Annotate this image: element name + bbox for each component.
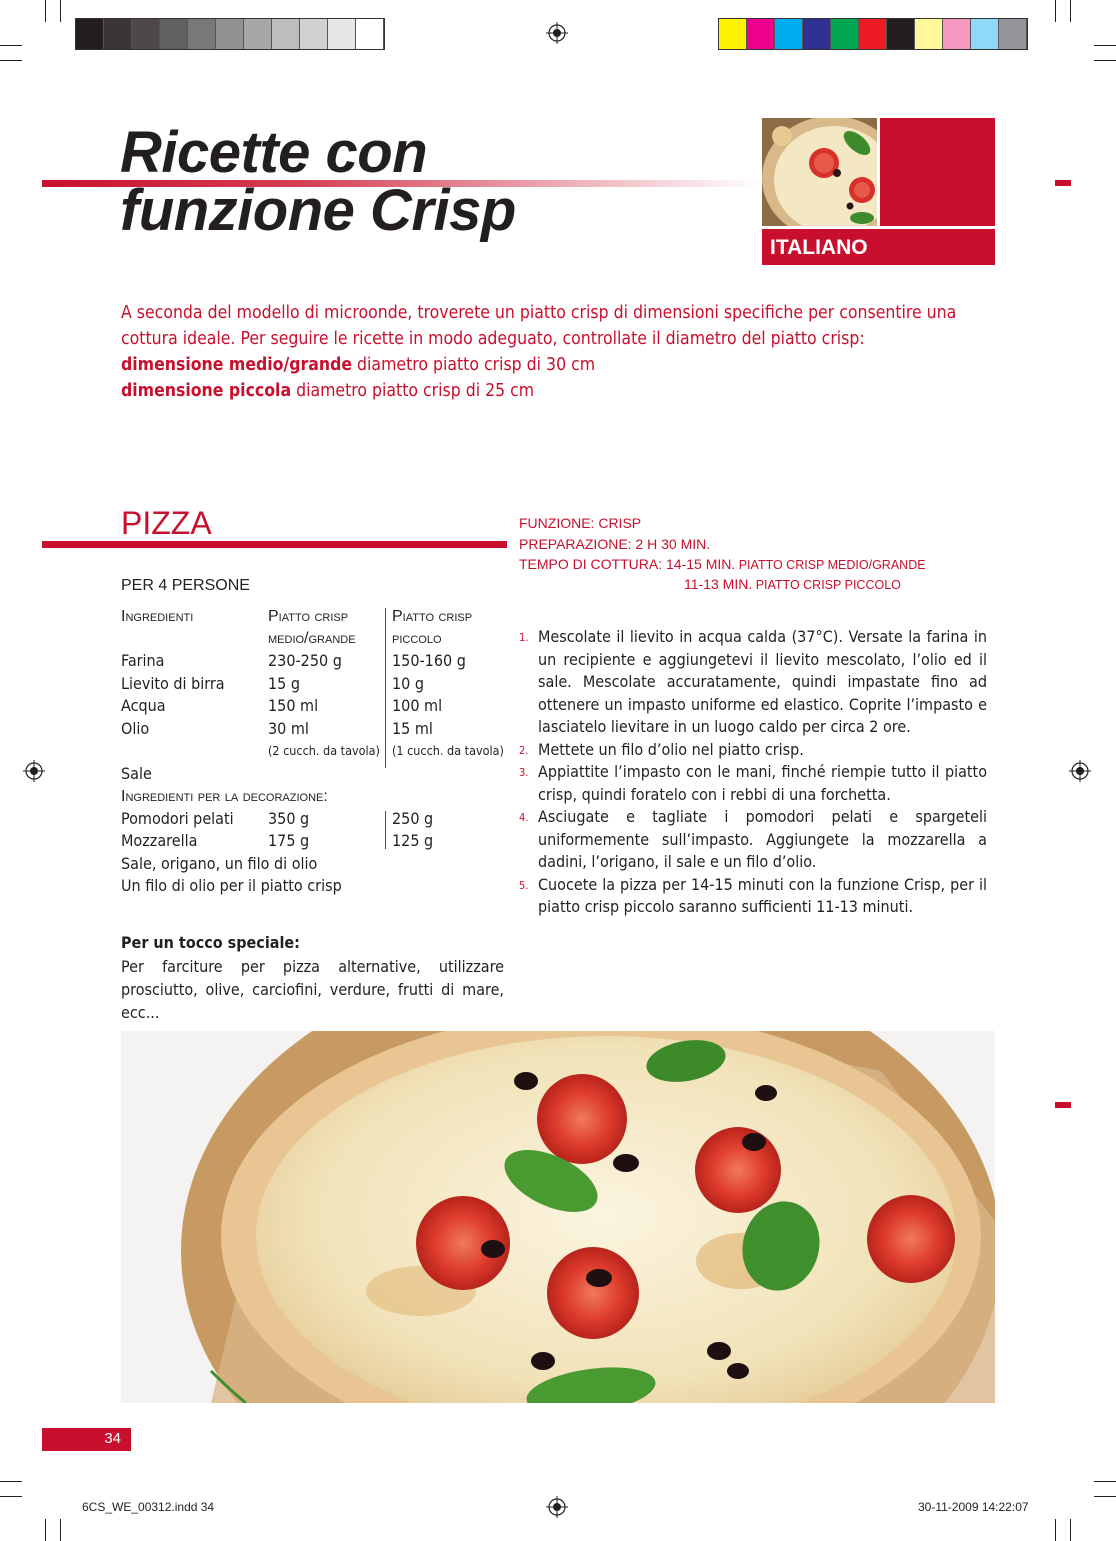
decoration-name: Mozzarella: [121, 831, 198, 850]
registration-mark-icon: [1069, 760, 1091, 782]
registration-mark-icon: [546, 22, 568, 44]
ingredient-large: 30 ml: [268, 719, 309, 738]
recipe-title: PIZZA: [121, 505, 212, 541]
ingredient-small: 10 g: [392, 674, 425, 693]
decoration-large: 350 g: [268, 809, 310, 828]
color-swatch: [887, 19, 915, 49]
step-item: 1. Mescolate il lievito in acqua calda (37°C). Versate la farina in un recipiente e aggiungetevi il lievito mescolato, l’olio ed il sale. Mescolate accuratamente, quindi impastate fino ad ottenere un impasto uniforme ed elastico. Coprite l’impasto e lasciatelo lievitare in un luogo caldo per circa 2 ore.: [519, 627, 987, 736]
small-plate-header-line1: Piatto crisp: [392, 608, 473, 625]
color-swatch: [943, 19, 971, 49]
ingredient-name: Lievito di birra: [121, 674, 225, 693]
function-line: FUNZIONE: CRISP: [519, 515, 642, 531]
gray-swatch: [188, 19, 216, 49]
gray-swatch: [300, 19, 328, 49]
extra-ingredients-line1: Sale, origano, un filo di olio: [121, 854, 318, 873]
language-label: ITALIANO: [770, 236, 868, 259]
header-color-block: [880, 118, 995, 226]
color-swatch: [999, 19, 1027, 49]
ingredient-name: Farina: [121, 651, 165, 670]
color-swatch: [915, 19, 943, 49]
gray-swatch: [356, 19, 384, 49]
large-plate-header-line1: Piatto crisp: [268, 608, 349, 625]
preparation-line: PREPARAZIONE: 2 H 30 MIN.: [519, 536, 711, 552]
ingredient-salt: Sale: [121, 764, 152, 783]
step-item: 3. Appiattite l’impasto con le mani, finché riempie tutto il piatto crisp, quindi foratelo con i rebbi di una forchetta.: [519, 762, 987, 804]
oil-note-small: (1 cucch. da tavola): [392, 743, 504, 758]
cooking-time-line1: TEMPO DI COTTURA: 14-15 MIN. PIATTO CRISP MEDIO/GRANDE: [519, 556, 926, 572]
gray-swatch: [328, 19, 356, 49]
decoration-small: 125 g: [392, 831, 434, 850]
registration-mark-icon: [23, 760, 45, 782]
ingredient-small: 15 ml: [392, 719, 433, 738]
pizza-thumbnail: [762, 118, 877, 226]
intro-text: [121, 300, 1001, 404]
special-tip-title: Per un tocco speciale:: [121, 933, 300, 952]
decoration-small: 250 g: [392, 809, 434, 828]
language-bar: [762, 229, 995, 265]
page-number-box: [42, 1428, 131, 1451]
large-plate-header-line2: medio/grande: [268, 630, 356, 647]
column-separator: [385, 608, 386, 768]
color-swatch: [859, 19, 887, 49]
margin-tick: [1055, 1102, 1071, 1108]
gray-swatch: [104, 19, 132, 49]
decoration-name: Pomodori pelati: [121, 809, 234, 828]
step-item: 5. Cuocete la pizza per 14-15 minuti con la funzione Crisp, per il piatto crisp piccolo saranno sufficienti 11-13 minuti.: [519, 874, 987, 916]
ingredient-small: 100 ml: [392, 696, 443, 715]
cooking-time-line2: 11-13 MIN. PIATTO CRISP PICCOLO: [684, 576, 901, 592]
ingredient-large: 230-250 g: [268, 651, 342, 670]
ingredient-large: 150 ml: [268, 696, 319, 715]
gray-swatch: [132, 19, 160, 49]
ingredient-name: Acqua: [121, 696, 166, 715]
step-item: 4. Asciugate e tagliate i pomodori pelati e spargeteli uniformemente sull’impasto. Aggiungete la mozzarella a dadini, l’origano, il sale e un filo d’olio.: [519, 807, 987, 871]
registration-mark-icon: [546, 1496, 568, 1518]
color-swatch: [803, 19, 831, 49]
size-small-line: dimensione piccola diametro piatto crisp di 25 cm: [121, 381, 535, 401]
page-number: 34: [104, 1430, 121, 1447]
ingredient-small: 150-160 g: [392, 651, 466, 670]
gray-swatch: [76, 19, 104, 49]
color-swatch: [747, 19, 775, 49]
step-item: 2. Mettete un filo d’olio nel piatto crisp.: [519, 739, 804, 759]
ingredient-name: Olio: [121, 719, 150, 738]
extra-ingredients-line2: Un filo di olio per il piatto crisp: [121, 876, 342, 895]
ingredients-header: Ingredienti: [121, 608, 194, 625]
color-swatch: [971, 19, 999, 49]
gray-swatch: [216, 19, 244, 49]
file-slug: 6CS_WE_00312.indd 34: [82, 1500, 215, 1514]
color-swatch: [775, 19, 803, 49]
small-plate-header-line2: piccolo: [392, 630, 442, 647]
gray-swatch: [272, 19, 300, 49]
recipe-steps: [519, 626, 987, 919]
gray-color-bar: [75, 18, 385, 50]
color-swatch: [831, 19, 859, 49]
page-title: Ricette con funzione Crisp: [120, 120, 516, 243]
date-slug: 30-11-2009 14:22:07: [918, 1500, 1029, 1514]
servings: PER 4 PERSONE: [121, 577, 250, 594]
intro-paragraph: A seconda del modello di microonde, troverete un piatto crisp di dimensioni specifiche per consentire una cottura ideale. Per seguire le ricette in modo adeguato, controllate il diametro del piatto crisp:: [121, 303, 957, 349]
cmyk-color-bar: [718, 18, 1028, 50]
pizza-photo: [121, 1031, 995, 1403]
recipe-title-rule: [42, 541, 507, 548]
color-swatch: [719, 19, 747, 49]
decoration-large: 175 g: [268, 831, 310, 850]
oil-note-large: (2 cucch. da tavola): [268, 743, 380, 758]
special-tip-text: Per farciture per pizza alternative, utilizzare prosciutto, olive, carciofini, verdure, frutti di mare, ecc...: [121, 957, 504, 1022]
margin-tick: [1055, 180, 1071, 186]
column-separator: [385, 811, 386, 849]
size-large-line: dimensione medio/grande diametro piatto crisp di 30 cm: [121, 355, 596, 375]
gray-swatch: [244, 19, 272, 49]
gray-swatch: [160, 19, 188, 49]
decoration-header: Ingredienti per la decorazione:: [121, 788, 328, 805]
ingredient-large: 15 g: [268, 674, 301, 693]
